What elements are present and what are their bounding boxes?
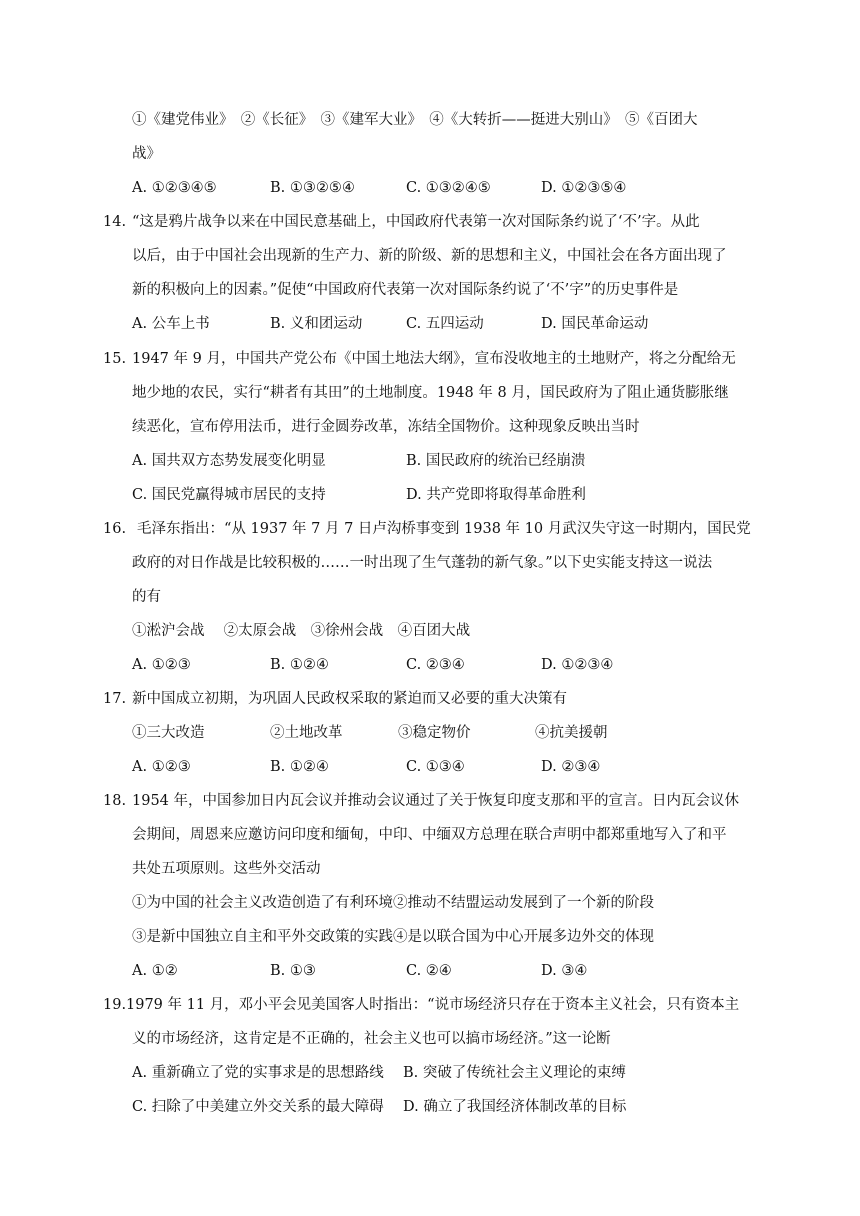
q17-choice-b: B. ①②④ bbox=[270, 759, 329, 775]
q13-options-line2: 战》 bbox=[132, 146, 161, 162]
q16-stem-line1: 毛泽东指出：“从 1937 年 7 月 7 日卢沟桥事变到 1938 年 10 月武汉失守这一时期内，国民党 bbox=[137, 521, 751, 537]
q13-choice-b: B. ①③②⑤④ bbox=[270, 180, 355, 196]
q15-choice-b: B. 国民政府的统治已经崩溃 bbox=[406, 453, 586, 469]
q17-item-4: ④抗美援朝 bbox=[535, 725, 608, 741]
q17-stem-line1: 新中国成立初期，为巩固人民政权采取的紧迫而又必要的重大决策有 bbox=[132, 691, 567, 707]
q18-stem-line2: 会期间，周恩来应邀访问印度和缅甸，中印、中缅双方总理在联合声明中都郑重地写入了和平 bbox=[132, 827, 727, 843]
q13-choice-a: A. ①②③④⑤ bbox=[132, 180, 217, 196]
q18-choice-c: C. ②④ bbox=[406, 963, 452, 979]
q16-number: 16. bbox=[103, 521, 127, 537]
q16-choice-d: D. ①②③④ bbox=[541, 657, 614, 673]
q15-choice-d: D. 共产党即将取得革命胜利 bbox=[406, 487, 586, 503]
q19-number: 19. bbox=[103, 997, 127, 1013]
q15-choice-c: C. 国民党赢得城市居民的支持 bbox=[132, 487, 326, 503]
q16-choice-b: B. ①②④ bbox=[270, 657, 329, 673]
q17-item-3: ③稳定物价 bbox=[398, 725, 471, 741]
q19-choice-a: A. 重新确立了党的实事求是的思想路线 bbox=[132, 1065, 384, 1081]
q18-stem-line3: 共处五项原则。这些外交活动 bbox=[132, 861, 321, 877]
q16-items: ①淞沪会战 ②太原会战 ③徐州会战 ④百团大战 bbox=[132, 623, 471, 639]
q13-choice-c: C. ①③②④⑤ bbox=[406, 180, 491, 196]
q16-stem-line2: 政府的对日作战是比较积极的……一时出现了生气蓬勃的新气象。”以下史实能支持这一说法 bbox=[132, 555, 713, 571]
q15-choice-a: A. 国共双方态势发展变化明显 bbox=[132, 453, 326, 469]
q19-stem-line2: 义的市场经济，这肯定是不正确的，社会主义也可以搞市场经济。”这一论断 bbox=[132, 1031, 611, 1047]
q14-stem-line3: 新的积极向上的因素。”促使“中国政府代表第一次对国际条约说了‘不’字”的历史事件是 bbox=[132, 282, 679, 298]
q15-stem-line3: 续恶化，宣布停用法币，进行金圆券改革，冻结全国物价。这种现象反映出当时 bbox=[132, 419, 640, 435]
q18-choice-a: A. ①② bbox=[132, 963, 178, 979]
q16-choice-c: C. ②③④ bbox=[406, 657, 465, 673]
q14-number: 14. bbox=[103, 214, 127, 230]
q13-options-line1: ①《建党伟业》 ②《长征》 ③《建军大业》 ④《大转折——挺进大别山》 ⑤《百团大 bbox=[132, 112, 698, 128]
q16-stem-line3: 的有 bbox=[132, 589, 161, 605]
q17-item-1: ①三大改造 bbox=[132, 725, 205, 741]
q16-choice-a: A. ①②③ bbox=[132, 657, 191, 673]
q18-stem-line1: 1954 年，中国参加日内瓦会议并推动会议通过了关于恢复印度支那和平的宣言。日内瓦会议休 bbox=[132, 793, 740, 809]
q17-choice-c: C. ①③④ bbox=[406, 759, 465, 775]
q17-choice-d: D. ②③④ bbox=[541, 759, 601, 775]
q18-choice-d: D. ③④ bbox=[541, 963, 588, 979]
q14-choice-a: A. 公车上书 bbox=[132, 316, 210, 332]
q19-choice-b: B. 突破了传统社会主义理论的束缚 bbox=[403, 1065, 626, 1081]
q17-number: 17. bbox=[103, 691, 127, 707]
q15-stem-line1: 1947 年 9 月，中国共产党公布《中国土地法大纲》，宣布没收地主的土地财产，将之分配给无 bbox=[132, 351, 736, 367]
q17-choice-a: A. ①②③ bbox=[132, 759, 191, 775]
q18-number: 18. bbox=[103, 793, 127, 809]
q18-items-line2: ③是新中国独立自主和平外交政策的实践④是以联合国为中心开展多边外交的体现 bbox=[132, 929, 654, 945]
q14-stem-line2: 以后，由于中国社会出现新的生产力、新的阶级、新的思想和主义，中国社会在各方面出现了 bbox=[132, 248, 727, 264]
q14-choice-b: B. 义和团运动 bbox=[270, 316, 363, 332]
q15-stem-line2: 地少地的农民，实行“耕者有其田”的土地制度。1948 年 8 月，国民政府为了阻止通货膨胀继 bbox=[132, 385, 729, 401]
q18-choice-b: B. ①③ bbox=[270, 963, 316, 979]
q14-choice-c: C. 五四运动 bbox=[406, 316, 484, 332]
q19-choice-c: C. 扫除了中美建立外交关系的最大障碍 bbox=[132, 1099, 384, 1115]
q19-stem-line1: 1979 年 11 月，邓小平会见美国客人时指出：“说市场经济只存在于资本主义社会，只有资本主 bbox=[126, 997, 740, 1013]
q14-choice-d: D. 国民革命运动 bbox=[541, 316, 649, 332]
q15-number: 15. bbox=[103, 351, 127, 367]
q18-items-line1: ①为中国的社会主义改造创造了有利环境②推动不结盟运动发展到了一个新的阶段 bbox=[132, 895, 654, 911]
q14-stem-line1: “这是鸦片战争以来在中国民意基础上，中国政府代表第一次对国际条约说了‘不’字。从此 bbox=[132, 214, 700, 230]
q17-item-2: ②土地改革 bbox=[270, 725, 343, 741]
q19-choice-d: D. 确立了我国经济体制改革的目标 bbox=[403, 1099, 627, 1115]
q13-choice-d: D. ①②③⑤④ bbox=[541, 180, 627, 196]
